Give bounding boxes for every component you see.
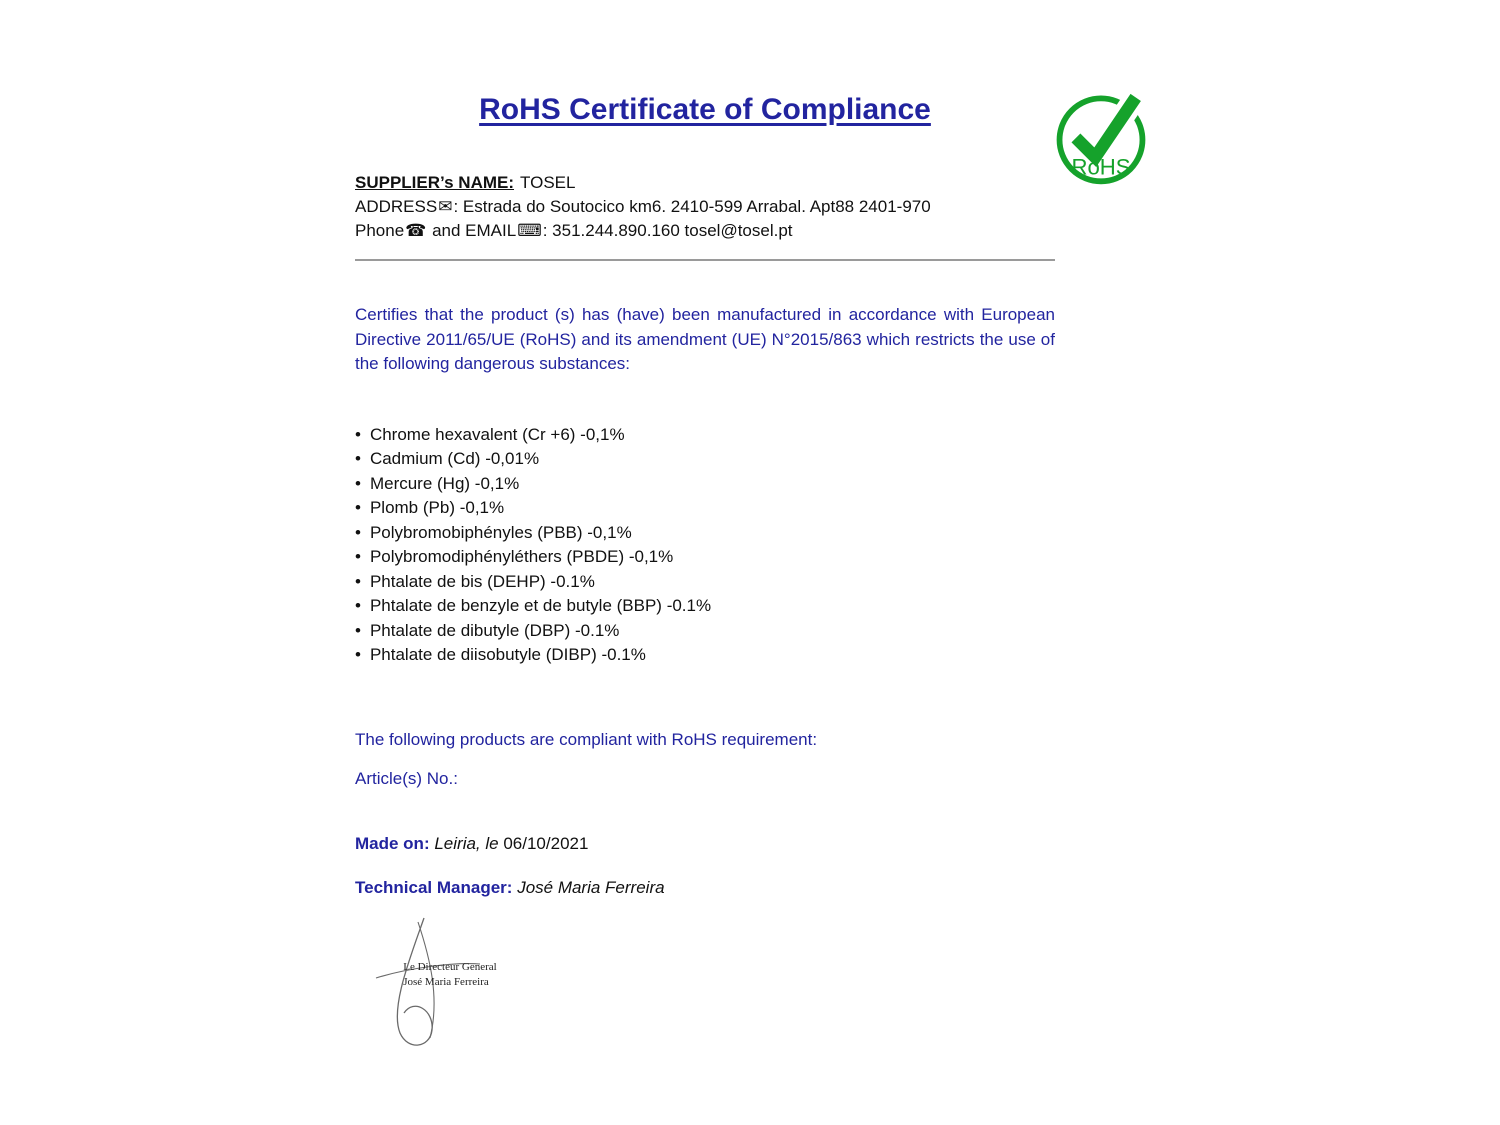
substance-text: Phtalate de benzyle et de butyle (BBP) -0.1% [369, 596, 712, 615]
substance-item [355, 496, 1055, 521]
substance-item [355, 643, 1055, 668]
substance-text: Phtalate de bis (DEHP) -0.1% [369, 571, 595, 591]
email-label: and EMAIL [427, 221, 517, 240]
supplier-contact-line [355, 219, 1055, 243]
supplier-name-line [355, 171, 1055, 195]
substance-item [355, 521, 1055, 546]
substance-text: Polybromobiphényles (PBB) -0,1% [369, 522, 632, 542]
made-on-label: Made on: [355, 833, 430, 853]
substance-text: Phtalate de dibutyle (DBP) -0.1% [369, 620, 620, 640]
made-on-line [355, 834, 1055, 854]
substance-text: Cadmium (Cd) -0,01% [369, 449, 540, 468]
document-content [355, 85, 1055, 1056]
certification-paragraph: Certifies that the product (s) has (have) been manufactured in accordance with European Directive 2011/65/UE (RoHS) and its amendment (UE) N°2015/863 which restricts the use of the following dangerous substances: [355, 305, 1055, 373]
contact-value: : 351.244.890.160 tosel@tosel.pt [542, 221, 793, 240]
phone-label: Phone [355, 221, 405, 240]
compliance-statement: The following products are compliant with RoHS requirement: [355, 729, 818, 749]
signature-block [358, 916, 538, 1056]
substance-text: Polybromodiphényléthers (PBDE) -0,1% [369, 547, 674, 566]
substance-text: Mercure (Hg) -0,1% [369, 473, 520, 493]
rohs-logo [1052, 82, 1150, 190]
substance-item [355, 447, 1055, 472]
supplier-name-label: SUPPLIER’s NAME: [355, 173, 515, 192]
supplier-name-value: TOSEL [520, 173, 576, 192]
made-on-date: 06/10/2021 [503, 833, 589, 853]
substance-text: Plomb (Pb) -0,1% [369, 498, 505, 517]
divider-line [355, 259, 1055, 261]
address-value: : Estrada do Soutocico km6. 2410-599 Arrabal. Apt88 2401-970 [453, 197, 931, 216]
substance-item [355, 619, 1055, 644]
phone-icon: ☎ [405, 221, 427, 240]
technical-manager-line [355, 878, 1055, 898]
technical-manager-name: José Maria Ferreira [517, 877, 665, 897]
signature-title: Le Directeur General [403, 960, 497, 973]
substance-item [355, 423, 1055, 448]
substance-item [355, 472, 1055, 497]
made-on-place: Leiria, le [434, 833, 499, 853]
supplier-address-line [355, 195, 1055, 219]
document-title: RoHS Certificate of Compliance [479, 93, 931, 126]
signature-name: José Maria Ferreira [403, 975, 489, 988]
substance-item [355, 594, 1055, 619]
supplier-block [355, 171, 1055, 243]
substance-item [355, 545, 1055, 570]
technical-manager-label: Technical Manager: [355, 877, 513, 897]
substance-text: Phtalate de diisobutyle (DIBP) -0.1% [369, 645, 646, 664]
computer-icon: ⌨ [517, 221, 542, 240]
substance-item [355, 570, 1055, 595]
envelope-icon: ✉ [438, 197, 453, 216]
article-number-label: Article(s) No.: [355, 768, 458, 788]
substance-text: Chrome hexavalent (Cr +6) -0,1% [369, 424, 625, 444]
substances-list [355, 423, 1055, 668]
signature-image [358, 916, 538, 1056]
rohs-logo-label: RoHS [1071, 154, 1131, 180]
address-label: ADDRESS [355, 197, 438, 216]
